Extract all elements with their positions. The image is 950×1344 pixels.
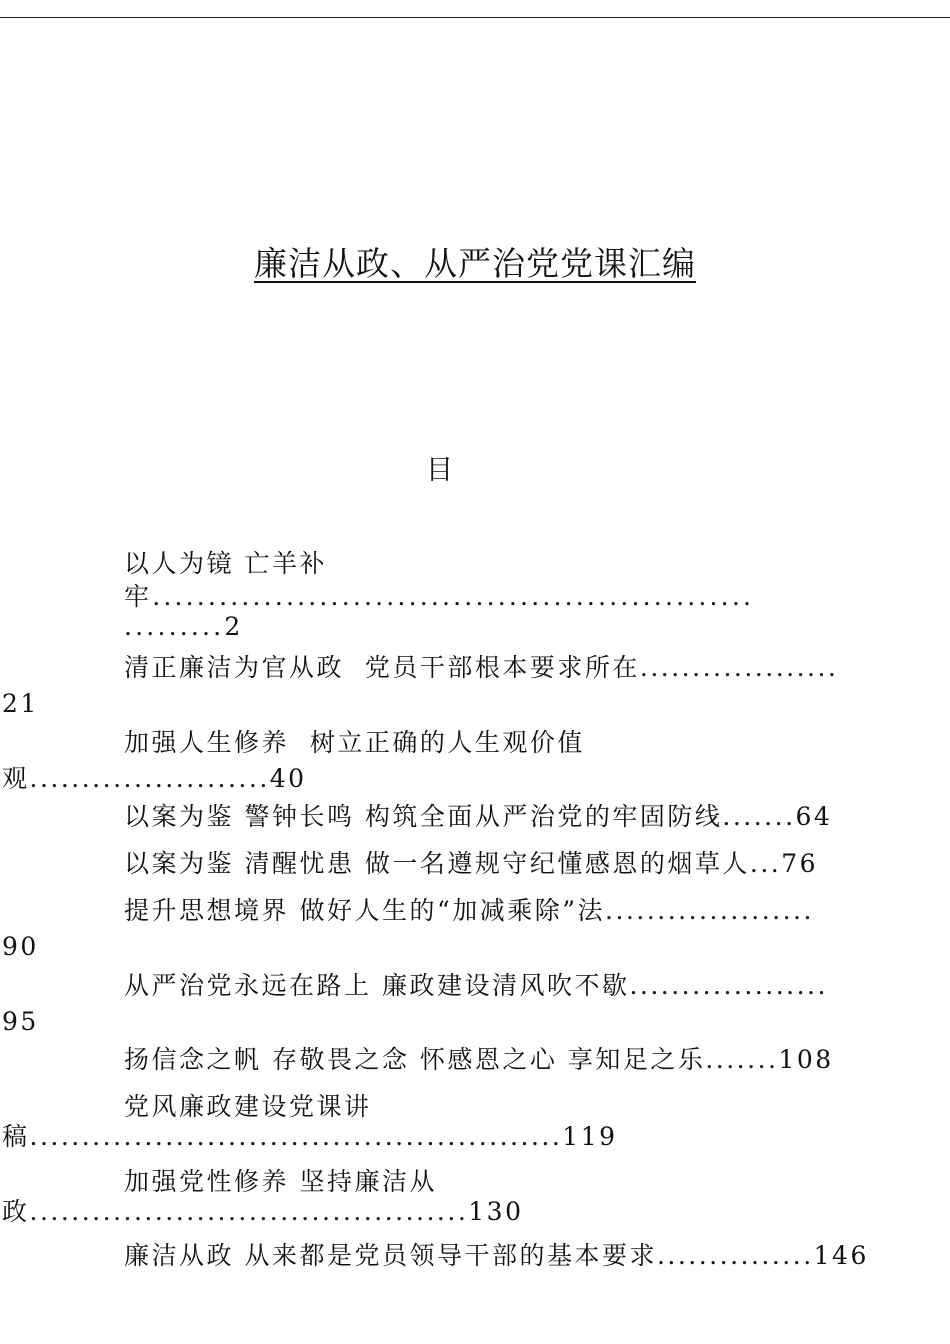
toc-entry-page: .........2 [124,612,244,641]
toc-entry-leader: 牢...................................................... [124,582,755,611]
toc-entry-page: 90 [2,932,39,961]
toc-entry-title: 党风廉政建设党课讲 [124,1092,372,1121]
toc-entry-title: 廉洁从政 从来都是党员领导干部的基本要求...............146 [124,1241,869,1270]
toc-entry-title: 提升思想境界 做好人生的“加减乘除”法.................... [124,896,814,925]
toc-heading: 目 [426,455,453,486]
toc-entry-title: 以人为镜 亡羊补 [124,549,327,578]
header-rule [0,17,950,18]
toc-entry-leader-page: 观.......................40 [2,764,307,793]
toc-entry-page: 21 [2,689,39,718]
toc-entry-title: 扬信念之帆 存敬畏之念 怀感恩之心 享知足之乐.......108 [124,1045,834,1074]
toc-entry-leader-page: 政..........................................130 [2,1197,524,1226]
document-title [0,238,950,285]
toc-entry-page: 95 [2,1007,39,1036]
toc-entry-title: 加强党性修养 坚持廉洁从 [124,1167,437,1196]
toc-entry-title: 加强人生修养 树立正确的人生观价值 [124,728,585,757]
toc-entry-title: 清正廉洁为官从政 党员干部根本要求所在................... [124,653,839,682]
toc-entry-leader-page: 稿...................................................119 [2,1122,618,1151]
toc-entry-title: 以案为鉴 清醒忧患 做一名遵规守纪懂感恩的烟草人...76 [124,849,819,878]
document-title-text: 廉洁从政、从严治党党课汇编 [254,244,696,283]
toc-entry-title: 以案为鉴 警钟长鸣 构筑全面从严治党的牢固防线.......64 [124,802,833,831]
toc-entry-title: 从严治党永远在路上 廉政建设清风吹不歇................... [124,971,828,1000]
